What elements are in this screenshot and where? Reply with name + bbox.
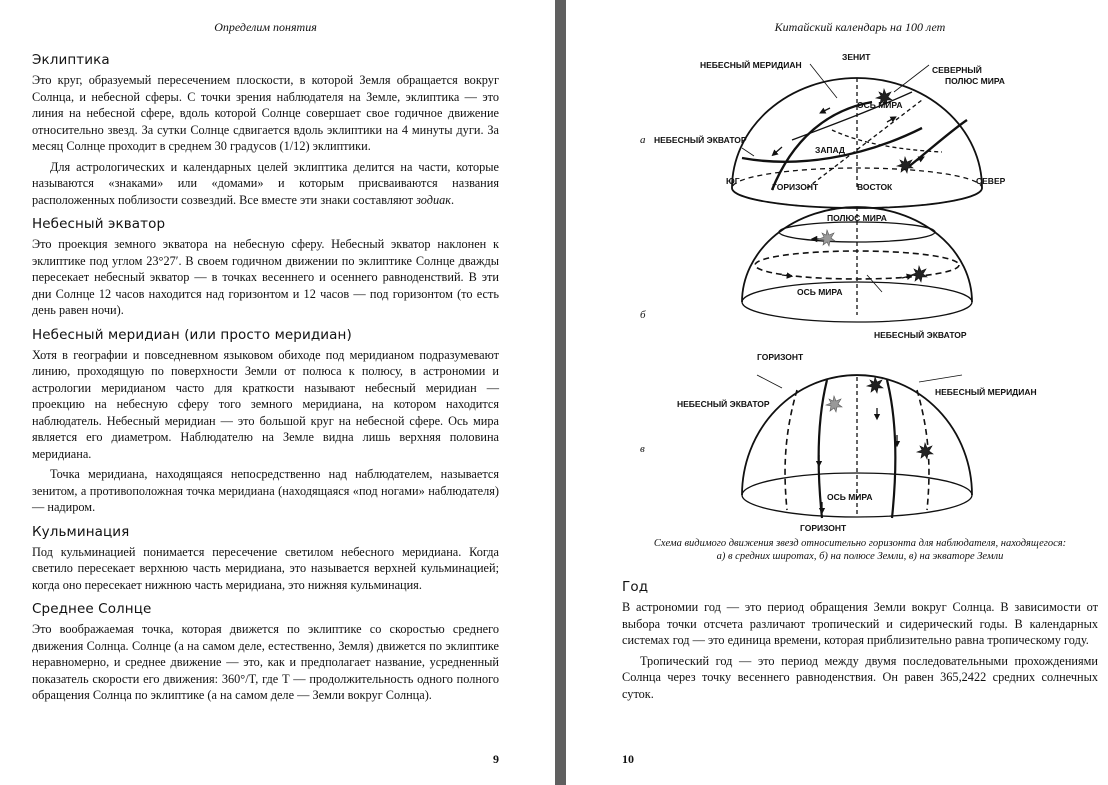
figure-letter-b: б xyxy=(640,309,646,321)
label-pole-b: ПОЛЮС МИРА xyxy=(827,213,887,223)
paragraph: Это проекция земного экватора на небесную сферу. Небесный экватор наклонен к эклиптике под углом 23°27′. В своем годичном движении по эклиптике Солнце дважды пересекает небесный экватор — в точках весеннего и осеннего равноденствий. В эти дни Солнце 12 часов находится над горизонтом и 12 часов — под горизонтом (то есть день равен ночи). xyxy=(32,237,499,317)
label-east: ВОСТОК xyxy=(857,182,893,192)
page-number: 10 xyxy=(622,752,634,766)
running-head: Определим понятия xyxy=(214,20,317,34)
label-south: ЮГ xyxy=(726,176,740,186)
section-heading-year: Год xyxy=(622,579,649,595)
label-zenith: ЗЕНИТ xyxy=(842,52,871,62)
section-heading-celestial-meridian: Небесный меридиан (или просто меридиан) xyxy=(32,326,352,343)
running-head: Китайский календарь на 100 лет xyxy=(774,20,946,34)
page-number: 9 xyxy=(493,752,499,766)
section-heading-celestial-equator: Небесный экватор xyxy=(32,216,166,232)
paragraph xyxy=(32,159,499,209)
paragraph: Тропический год — это период между двумя последовательными прохождениями Солнца через точку весеннего равноденствия. Он равен 365,2422 средних солнечных суток. xyxy=(622,653,1098,701)
caption-line-2: а) в средних широтах, б) на полюсе Земли, в) на экваторе Земли xyxy=(716,551,1004,562)
paragraph: Хотя в географии и повседневном языковом обиходе под меридианом подразумевают линию, проходящую по поверхности Земли от полюса к полюсу, в астрономии и астрологии меридианом часто для краткости называют небесный меридиан — проекцию на небесную сферу того земного меридиана, на котором находится наблюдатель. Небесный меридиан — это большой круг на небесной сфере. Ось мира является его диаметром. Наблюдателю на Земле видна лишь верхняя половина меридиана. xyxy=(32,347,499,461)
diagram-b xyxy=(742,207,972,322)
figure-caption xyxy=(642,537,1078,563)
label-axis-a: ОСЬ МИРА xyxy=(857,100,903,110)
label-equator-a: НЕБЕСНЫЙ ЭКВАТОР xyxy=(654,135,747,145)
paragraph: Точка меридиана, находящаяся непосредственно над наблюдателем, называется зенитом, а противоположная точка меридиана (находящаяся «под ногами» наблюдателя) — надиром. xyxy=(32,467,499,514)
label-meridian-c: НЕБЕСНЫЙ МЕРИДИАН xyxy=(935,387,1037,397)
label-horizon-a: ГОРИЗОНТ xyxy=(772,182,819,192)
label-axis-c: ОСЬ МИРА xyxy=(827,492,873,502)
label-equator-c: НЕБЕСНЫЙ ЭКВАТОР xyxy=(677,399,770,409)
paragraph: В астрономии год — это период обращения Земли вокруг Солнца. В зависимости от выбора точки отсчета различают тропический и сидерический годы. В календарных системах год — это единица времени, которая приблизительно равна тропическому году. xyxy=(622,600,1098,647)
label-west: ЗАПАД xyxy=(815,145,845,155)
right-page xyxy=(566,0,1108,785)
section-heading-ecliptic: Эклиптика xyxy=(32,52,110,68)
paragraph: Это круг, образуемый пересечением плоскости, в которой Земля обращается вокруг Солнца, и небесной сферы. С точки зрения наблюдателя на Земле, эклиптика — это линия на небесной сфере, вдоль которой Солнце совершает свое годичное движение относительно звезд. За сутки Солнце сдвигается вдоль эклиптики на 4 минуты дуги. За месяц Солнце проходит в среднем 30 градусов (1/12) эклиптики. xyxy=(32,73,499,153)
label-equator-b: НЕБЕСНЫЙ ЭКВАТОР xyxy=(874,330,967,340)
figure-letter-c: в xyxy=(640,443,645,455)
label-north-pole-2: ПОЛЮС МИРА xyxy=(945,76,1005,86)
label-horizon-b: ГОРИЗОНТ xyxy=(757,352,804,362)
italic-term: зодиак xyxy=(416,192,452,207)
label-horizon-c: ГОРИЗОНТ xyxy=(800,523,847,533)
period: . xyxy=(451,192,455,207)
paragraph: Под кульминацией понимается пересечение светилом небесного меридиана. Когда светило пересекает верхнюю часть меридиана, это называется верхней кульминацией; когда оно пересекает нижнюю часть меридиана, это нижняя кульминация. xyxy=(32,544,499,592)
label-axis-b: ОСЬ МИРА xyxy=(797,287,843,297)
label-meridian: НЕБЕСНЫЙ МЕРИДИАН xyxy=(700,60,802,70)
celestial-sphere-figure xyxy=(622,40,1098,535)
label-north: СЕВЕР xyxy=(976,176,1006,186)
diagram-svg xyxy=(622,40,1098,535)
paragraph-text: Для астрологических и календарных целей эклиптика делится на части, которые называются «знаками» или «домами» и которым присваиваются названия расположенных поблизости созвездий. Все вместе эти знаки составляют xyxy=(32,159,499,207)
section-heading-mean-sun: Среднее Солнце xyxy=(32,601,152,617)
label-north-pole: СЕВЕРНЫЙ xyxy=(932,65,982,75)
paragraph: Это воображаемая точка, которая движется по эклиптике со скоростью среднего движения Солнца. Солнце (а на самом деле, естественно, Земля) движется по эклиптике неравномерно, и среднее движение — это, как и предполагает название, усредненный показатель скорости его движения: 360°/T, где T — продолжительность одного полного обращения Солнца по эклиптике (а на самом деле — Земли вокруг Солнца). xyxy=(32,622,499,702)
figure-letter-a: а xyxy=(640,134,646,146)
section-heading-culmination: Кульминация xyxy=(32,523,130,540)
caption-line-1: Схема видимого движения звезд относительно горизонта для наблюдателя, находящегося: xyxy=(653,538,1067,549)
